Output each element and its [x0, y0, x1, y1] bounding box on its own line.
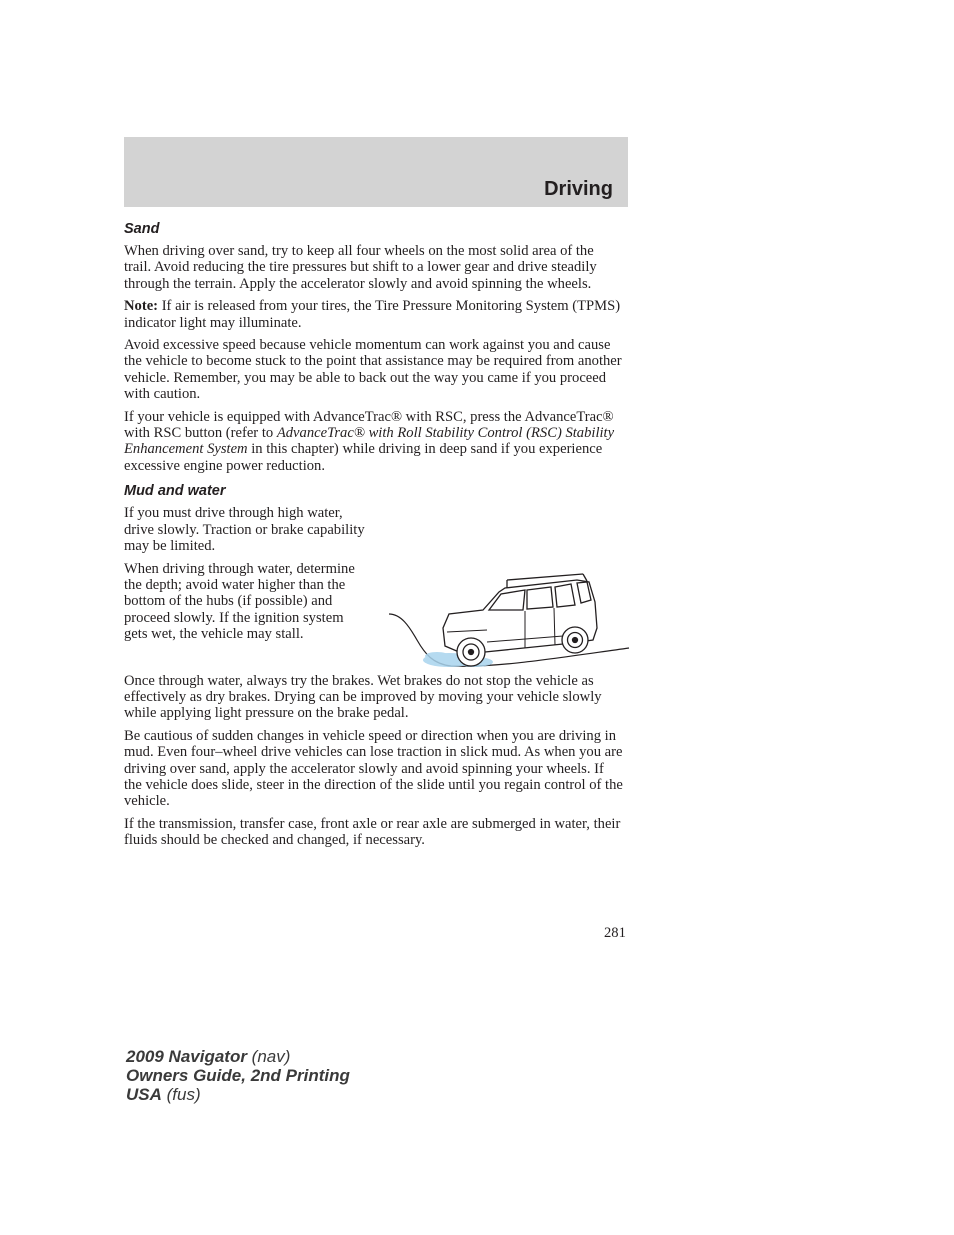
- mud-paragraph-3: Once through water, always try the brakes. Wet brakes do not stop the vehicle as effectively as dry brakes. Drying can be improved by moving your vehicle slowly while applying light pressure on the brake pedal.: [124, 672, 602, 722]
- sand-paragraph-4: [124, 409, 624, 475]
- note-text: If air is released from your tires, the Tire Pressure Monitoring System (TPMS) indicator light may illuminate.: [124, 298, 621, 331]
- advancetrac-reference: AdvanceTrac® with Roll Stability Control (RSC) Stability Enhancement System: [124, 425, 615, 458]
- note-label: Note:: [124, 298, 159, 315]
- page-content: [124, 220, 624, 855]
- rear-wheel: [562, 627, 588, 653]
- section-header: [124, 137, 628, 207]
- sand-heading: Sand: [124, 221, 160, 237]
- mud-heading: Mud and water: [124, 483, 226, 500]
- footer-market: USA: [126, 1085, 162, 1104]
- advancetrac-text-end: in this chapter) while driving in deep sand if you experience excessive engine power reduction.: [124, 441, 603, 474]
- footer-model-code: (nav): [246, 1047, 291, 1066]
- footer-line-1: [126, 1047, 350, 1066]
- footer-edition: Owners Guide, 2nd Printing: [126, 1066, 350, 1085]
- footer-line-3: [126, 1085, 350, 1104]
- mud-paragraph-2: When driving through water, determine the depth; avoid water higher than the bottom of the hubs (if possible) and proceed slowly. If the ignition system gets wet, the vehicle may stall.: [124, 560, 355, 643]
- sand-paragraph-3: Avoid excessive speed because vehicle momentum can work against you and cause the vehicle to become stuck to the point that assistance may be required from another vehicle. Remember, you may be able to back out the way you came if you proceed with caution.: [124, 337, 622, 403]
- mud-paragraph-1: If you must drive through high water, drive slowly. Traction or brake capability may be limited.: [124, 505, 365, 555]
- section-title: Driving: [544, 178, 613, 200]
- footer: [126, 1047, 350, 1104]
- mud-paragraph-5: If the transmission, transfer case, front axle or rear axle are submerged in water, their fluids should be checked and changed, if necessary.: [124, 815, 621, 849]
- footer-market-code: (fus): [161, 1085, 201, 1104]
- mud-paragraph-4: Be cautious of sudden changes in vehicle speed or direction when you are driving in mud. Even four–wheel drive vehicles can lose traction in slick mud. As when you are driving over sand, apply the accelerator slowly and avoid spinning your wheels. If the vehicle does slide, steer in the direction of the slide until you regain control of the vehicle.: [124, 727, 623, 810]
- front-wheel: [457, 638, 485, 666]
- footer-model: 2009 Navigator: [126, 1047, 247, 1066]
- sand-paragraph-1: When driving over sand, try to keep all four wheels on the most solid area of the trail. Avoid reducing the tire pressures but shift to a lower gear and drive steadily through the terrain. Apply the accelerator slowly and avoid spinning the wheels.: [124, 243, 597, 292]
- footer-line-2: [126, 1066, 350, 1085]
- sand-note: [124, 298, 624, 331]
- page-number: 281: [604, 925, 626, 941]
- advancetrac-text: If your vehicle is equipped with AdvanceTrac® with RSC, press the AdvanceTrac® with RSC button (refer to: [124, 408, 614, 442]
- suv-in-water-illustration: [387, 552, 630, 678]
- mud-intro-column: [124, 505, 369, 642]
